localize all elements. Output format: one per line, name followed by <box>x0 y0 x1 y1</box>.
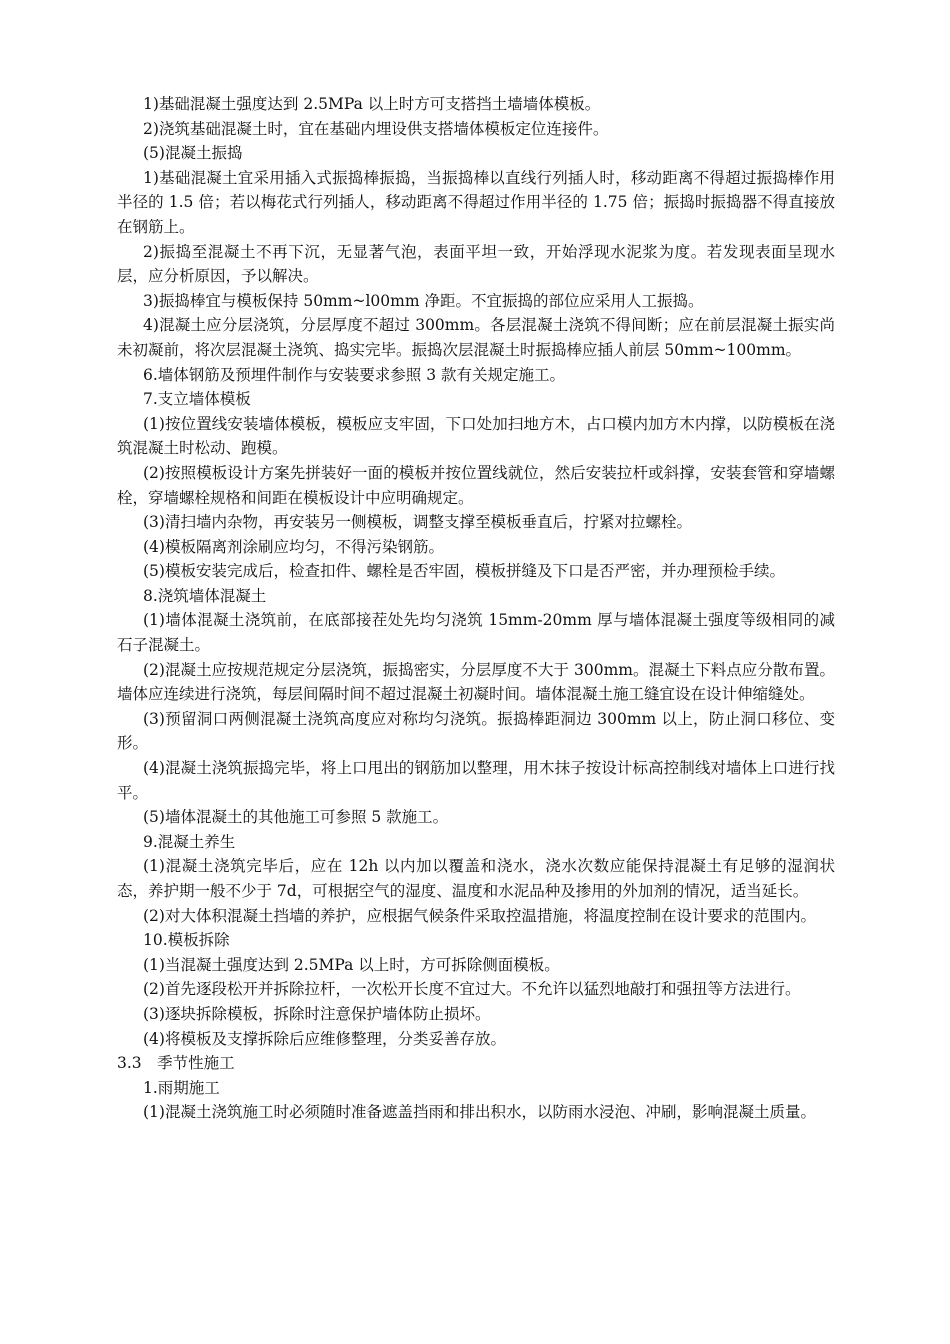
subsection-heading: 8.浇筑墙体混凝土 <box>143 586 267 605</box>
paragraph: 6.墙体钢筋及预埋件制作与安装要求参照 3 款有关规定施工。 <box>143 365 566 384</box>
subsection-heading: 1.雨期施工 <box>143 1078 220 1097</box>
paragraph: (4)将模板及支撑拆除后应维修整理，分类妥善存放。 <box>143 1029 506 1048</box>
subsection-heading: (5)混凝土振捣 <box>143 144 243 163</box>
paragraph: (1)按位置线安装墙体模板，模板应支牢固，下口处加扫地方木，占口模内加方木内撑，以防模板在浇筑混凝土时松动、跑模。 <box>117 414 835 458</box>
paragraph: 1)基础混凝土宜采用插入式振捣棒振捣，当振捣棒以直线行列插人时，移动距离不得超过振捣棒作用半径的 1.5 倍；若以梅花式行列插人，移动距离不得超过作用半径的 1.75 倍；振捣时振捣器不得直接放在钢筋上。 <box>117 168 835 236</box>
subsection-heading: 10.模板拆除 <box>143 931 230 950</box>
paragraph: (1)墙体混凝土浇筑前，在底部接茬处先均匀浇筑 15mm-20mm 厚与墙体混凝土强度等级相同的减石子混凝土。 <box>117 611 835 655</box>
paragraph: (2)按照模板设计方案先拼装好一面的模板并按位置线就位，然后安装拉杆或斜撑，安装套管和穿墙螺栓，穿墙螺栓规格和间距在模板设计中应明确规定。 <box>117 463 835 507</box>
paragraph: (3)逐块拆除模板，拆除时注意保护墙体防止损坏。 <box>143 1004 491 1023</box>
paragraph: 1)基础混凝土强度达到 2.5MPa 以上时方可支搭挡土墙墙体模板。 <box>143 95 601 113</box>
section-heading: 3.3 季节性施工 <box>117 1054 235 1073</box>
paragraph: (3)预留洞口两侧混凝土浇筑高度应对称均匀浇筑。振捣棒距洞边 300mm 以上，防止洞口移位、变形。 <box>117 709 835 753</box>
paragraph: (1)混凝土浇筑施工时必须随时准备遮盖挡雨和排出积水，以防雨水浸泡、冲刷，影响混凝土质量。 <box>143 1103 816 1122</box>
paragraph: 4)混凝土应分层浇筑，分层厚度不超过 300mm。各层混凝土浇筑不得间断；应在前层混凝土振实尚未初凝前，将次层混凝土浇筑、捣实完毕。振捣次层混凝土时振捣棒应插人前层 50mm~100mm。 <box>117 316 835 359</box>
paragraph: (2)对大体积混凝土挡墙的养护，应根据气候条件采取控温措施，将温度控制在设计要求的范围内。 <box>143 906 816 925</box>
paragraph: (3)清扫墙内杂物，再安装另一侧模板，调整支撑至模板垂直后，拧紧对拉螺栓。 <box>143 513 692 532</box>
paragraph: (5)模板安装完成后，检查扣件、螺栓是否牢固，模板拼缝及下口是否严密，并办理预检手续。 <box>143 562 785 581</box>
paragraph: (2)混凝土应按规范规定分层浇筑，振捣密实，分层厚度不大于 300mm。混凝土下料点应分散布置。墙体应连续进行浇筑，每层间隔时间不超过混凝土初凝时间。墙体混凝土施工缝宜设在设计伸缩缝处。 <box>117 660 835 704</box>
paragraph: (2)首先逐段松开并拆除拉杆，一次松开长度不宜过大。不允许以猛烈地敲打和强扭等方法进行。 <box>143 980 801 999</box>
paragraph: 3)振捣棒宜与模板保持 50mm~l00mm 净距。不宜振捣的部位应采用人工振捣。 <box>143 291 704 310</box>
subsection-heading: 9.混凝土养生 <box>143 832 236 851</box>
paragraph: (1)当混凝土强度达到 2.5MPa 以上时，方可拆除侧面模板。 <box>143 955 560 974</box>
document-body <box>117 92 835 1125</box>
paragraph: (4)模板隔离剂涂刷应均匀，不得污染钢筋。 <box>143 537 444 556</box>
paragraph: 2)浇筑基础混凝土时，宜在基础内埋设供支搭墙体模板定位连接件。 <box>143 119 609 138</box>
paragraph: (4)混凝土浇筑振捣完毕，将上口甩出的钢筋加以整理，用木抹子按设计标高控制线对墙体上口进行找平。 <box>117 759 835 802</box>
paragraph: (1)混凝土浇筑完毕后，应在 12h 以内加以覆盖和浇水，浇水次数应能保持混凝土有足够的湿润状态，养护期一般不少于 7d，可根据空气的湿度、温度和水泥品种及掺用的外加剂的情况，适当延长。 <box>117 857 835 900</box>
paragraph: (5)墙体混凝土的其他施工可参照 5 款施工。 <box>143 808 449 827</box>
subsection-heading: 7.支立墙体模板 <box>143 390 251 409</box>
paragraph: 2)振捣至混凝土不再下沉，无显著气泡，表面平坦一致，开始浮现水泥浆为度。若发现表面呈现水层，应分析原因，予以解决。 <box>117 242 835 286</box>
